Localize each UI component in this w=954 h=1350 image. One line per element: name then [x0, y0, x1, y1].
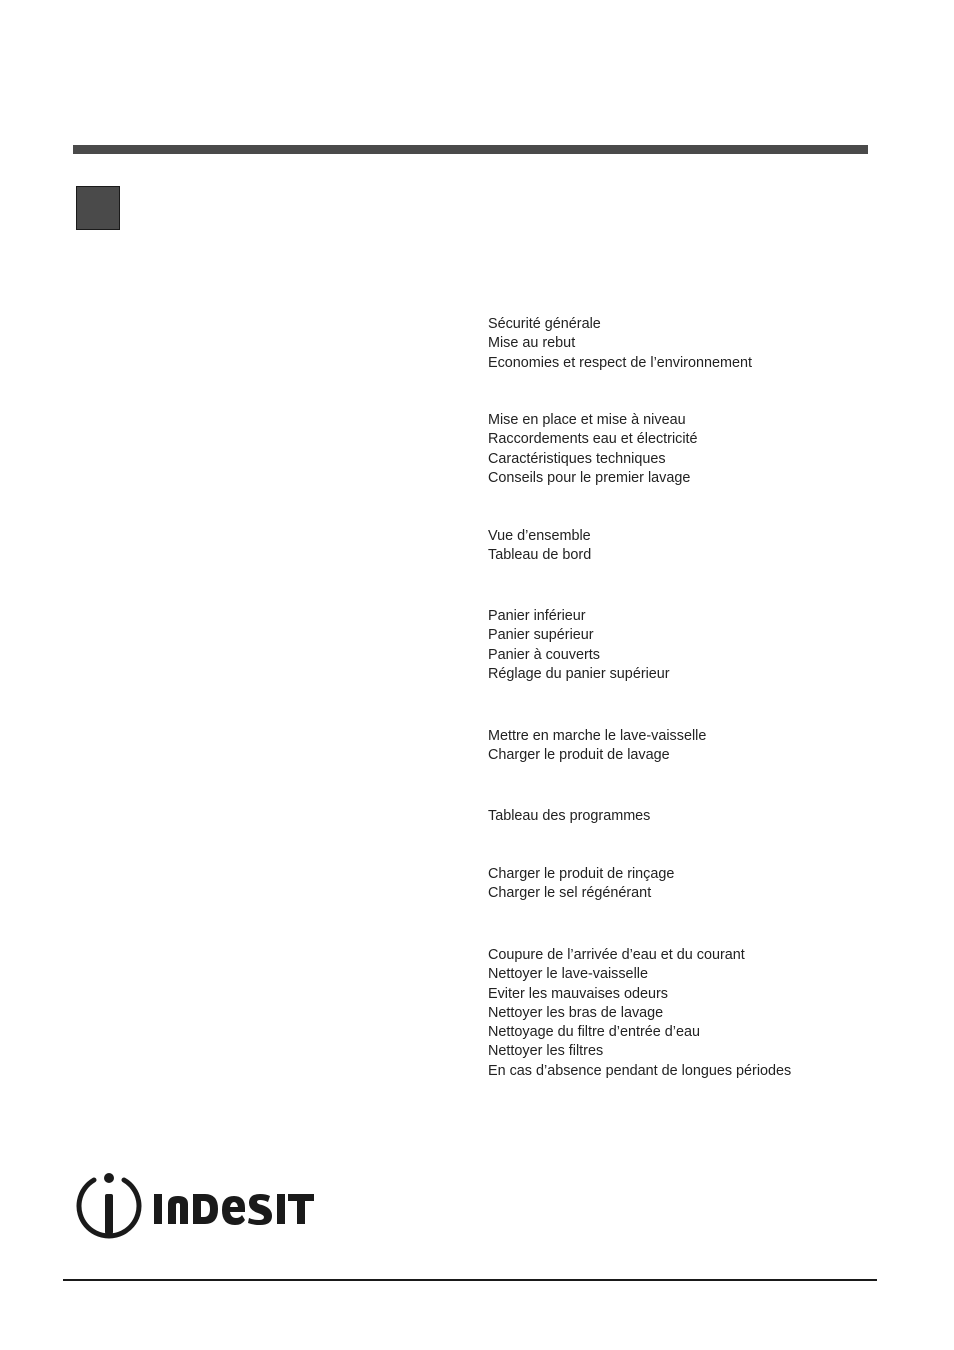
footer-rule — [63, 1279, 877, 1281]
toc-item[interactable]: Nettoyer les bras de lavage — [488, 1004, 664, 1021]
toc-item[interactable]: Panier à couverts — [488, 646, 600, 663]
toc-item[interactable]: Raccordements eau et électricité — [488, 431, 698, 448]
toc-item[interactable]: Charger le produit de rinçage — [488, 866, 675, 882]
toc-group-installation — [488, 411, 698, 488]
toc-item[interactable]: Charger le sel régénérant — [488, 885, 652, 902]
toc-group-safety — [488, 315, 752, 373]
toc-item[interactable]: Mise en place et mise à niveau — [488, 412, 686, 428]
toc-item[interactable]: Coupure de l’arrivée d’eau et du courant — [488, 947, 745, 963]
header-rule — [73, 145, 868, 154]
toc-item[interactable]: Mise au rebut — [488, 335, 576, 352]
toc-item[interactable]: Nettoyage du filtre d’entrée d’eau — [488, 1024, 701, 1041]
toc-item[interactable]: En cas d’absence pendant de longues périodes — [488, 1062, 792, 1079]
indesit-wordmark — [154, 1194, 314, 1225]
toc-item[interactable]: Charger le produit de lavage — [488, 747, 670, 764]
toc-item[interactable]: Eviter les mauvaises odeurs — [488, 985, 668, 1002]
toc-item[interactable]: Panier supérieur — [488, 627, 594, 644]
indesit-logo — [72, 1170, 346, 1246]
toc-item[interactable]: Caractéristiques techniques — [488, 450, 666, 467]
toc-group-baskets — [488, 607, 670, 684]
toc-item[interactable]: Mettre en marche le lave-vaisselle — [488, 728, 707, 744]
language-marker-square — [76, 186, 120, 230]
toc-item[interactable]: Nettoyer le lave-vaisselle — [488, 966, 648, 983]
toc-group-start — [488, 727, 706, 766]
toc-item[interactable]: Sécurité générale — [488, 316, 601, 332]
toc-group-rinse-salt — [488, 865, 674, 904]
toc-group-programmes — [488, 807, 650, 826]
toc-group-maintenance — [488, 946, 791, 1081]
toc-item[interactable]: Nettoyer les filtres — [488, 1043, 604, 1060]
indesit-emblem-icon — [79, 1173, 139, 1236]
toc-item[interactable]: Tableau des programmes — [488, 808, 651, 824]
toc-item[interactable]: Vue d’ensemble — [488, 528, 591, 544]
toc-item[interactable]: Panier inférieur — [488, 608, 586, 624]
toc-item[interactable]: Réglage du panier supérieur — [488, 665, 670, 682]
toc-group-description — [488, 527, 591, 566]
toc-item[interactable]: Conseils pour le premier lavage — [488, 469, 691, 486]
toc-item[interactable]: Economies et respect de l’environnement — [488, 354, 752, 371]
toc-item[interactable]: Tableau de bord — [488, 547, 592, 564]
